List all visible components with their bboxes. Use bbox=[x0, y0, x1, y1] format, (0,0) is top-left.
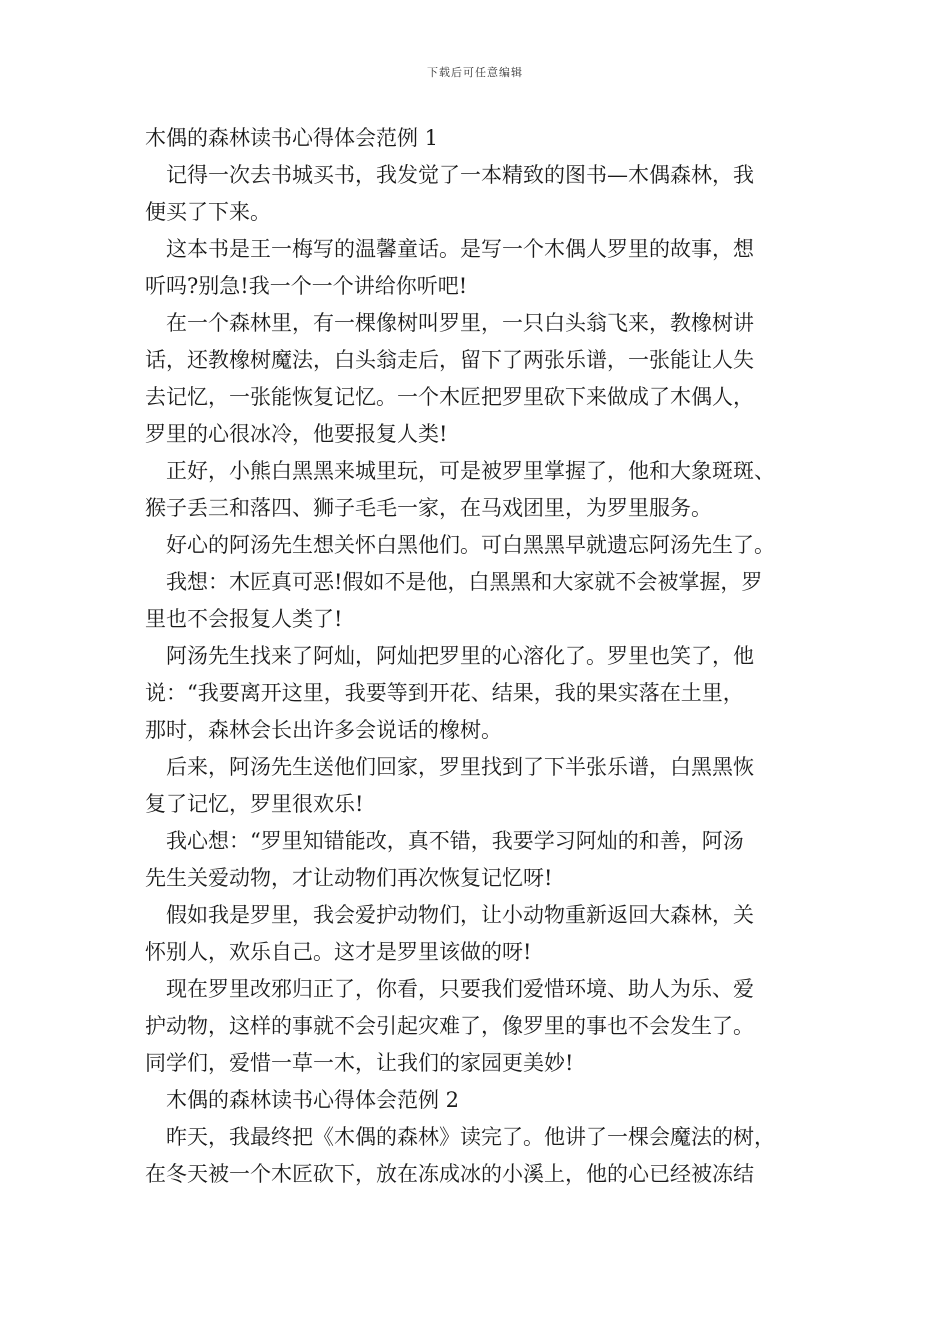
text-line: 里也不会报复人类了! bbox=[145, 607, 343, 631]
text-line: 好心的阿汤先生想关怀白黑他们。可白黑黑早就遗忘阿汤先生了。 bbox=[145, 533, 775, 557]
text-line: 罗里的心很冰冷，他要报复人类! bbox=[145, 422, 448, 446]
text-line: 阿汤先生找来了阿灿，阿灿把罗里的心溶化了。罗里也笑了，他 bbox=[145, 644, 754, 668]
text-line: 在一个森林里，有一棵像树叫罗里，一只白头翁飞来，教橡树讲 bbox=[145, 311, 754, 335]
text-line: 便买了下来。 bbox=[145, 200, 271, 224]
text-line: 去记忆，一张能恢复记忆。一个木匠把罗里砍下来做成了木偶人， bbox=[145, 385, 754, 409]
text-line: 在冬天被一个木匠砍下，放在冻成冰的小溪上，他的心已经被冻结 bbox=[145, 1162, 754, 1186]
text-line: 现在罗里改邪归正了，你看，只要我们爱惜环境、助人为乐、爱 bbox=[145, 977, 754, 1001]
text-line: 说：“我要离开这里，我要等到开花、结果，我的果实落在土里， bbox=[145, 681, 744, 705]
text-line: 假如我是罗里，我会爱护动物们，让小动物重新返回大森林，关 bbox=[145, 903, 754, 927]
text-line: 昨天，我最终把《木偶的森林》读完了。他讲了一棵会魔法的树， bbox=[145, 1125, 775, 1149]
text-line: 同学们，爱惜一草一木，让我们的家园更美妙! bbox=[145, 1051, 574, 1075]
text-line: 我心想：“罗里知错能改，真不错，我要学习阿灿的和善，阿汤 bbox=[145, 829, 744, 853]
text-line: 怀别人，欢乐自己。这才是罗里该做的呀! bbox=[145, 940, 532, 964]
header-note: 下载后可任意编辑 bbox=[427, 66, 523, 79]
text-line: 后来，阿汤先生送他们回家，罗里找到了下半张乐谱，白黑黑恢 bbox=[145, 755, 754, 779]
text-line: 先生关爱动物，才让动物们再次恢复记忆呀! bbox=[145, 866, 553, 890]
text-line: 复了记忆，罗里很欢乐! bbox=[145, 792, 364, 816]
text-line: 记得一次去书城买书，我发觉了一本精致的图书—木偶森林，我 bbox=[145, 163, 754, 187]
text-line: 这本书是王一梅写的温馨童话。是写一个木偶人罗里的故事，想 bbox=[145, 237, 754, 261]
text-line: 那时，森林会长出许多会说话的橡树。 bbox=[145, 718, 502, 742]
text-line: 正好，小熊白黑黑来城里玩，可是被罗里掌握了，他和大象斑斑、 bbox=[145, 459, 775, 483]
document-body bbox=[145, 120, 815, 1193]
text-line: 护动物，这样的事就不会引起灾难了，像罗里的事也不会发生了。 bbox=[145, 1014, 754, 1038]
doc-title-2: 木偶的森林读书心得体会范例 2 bbox=[145, 1088, 460, 1112]
text-line: 我想：木匠真可恶!假如不是他，白黑黑和大家就不会被掌握，罗 bbox=[145, 570, 763, 594]
text-line: 话，还教橡树魔法，白头翁走后，留下了两张乐谱，一张能让人失 bbox=[145, 348, 754, 372]
text-line: 猴子丢三和落四、狮子毛毛一家，在马戏团里，为罗里服务。 bbox=[145, 496, 712, 520]
doc-title-1: 木偶的森林读书心得体会范例 1 bbox=[145, 126, 439, 150]
text-line: 听吗?别急!我一个一个讲给你听吧! bbox=[145, 274, 468, 298]
